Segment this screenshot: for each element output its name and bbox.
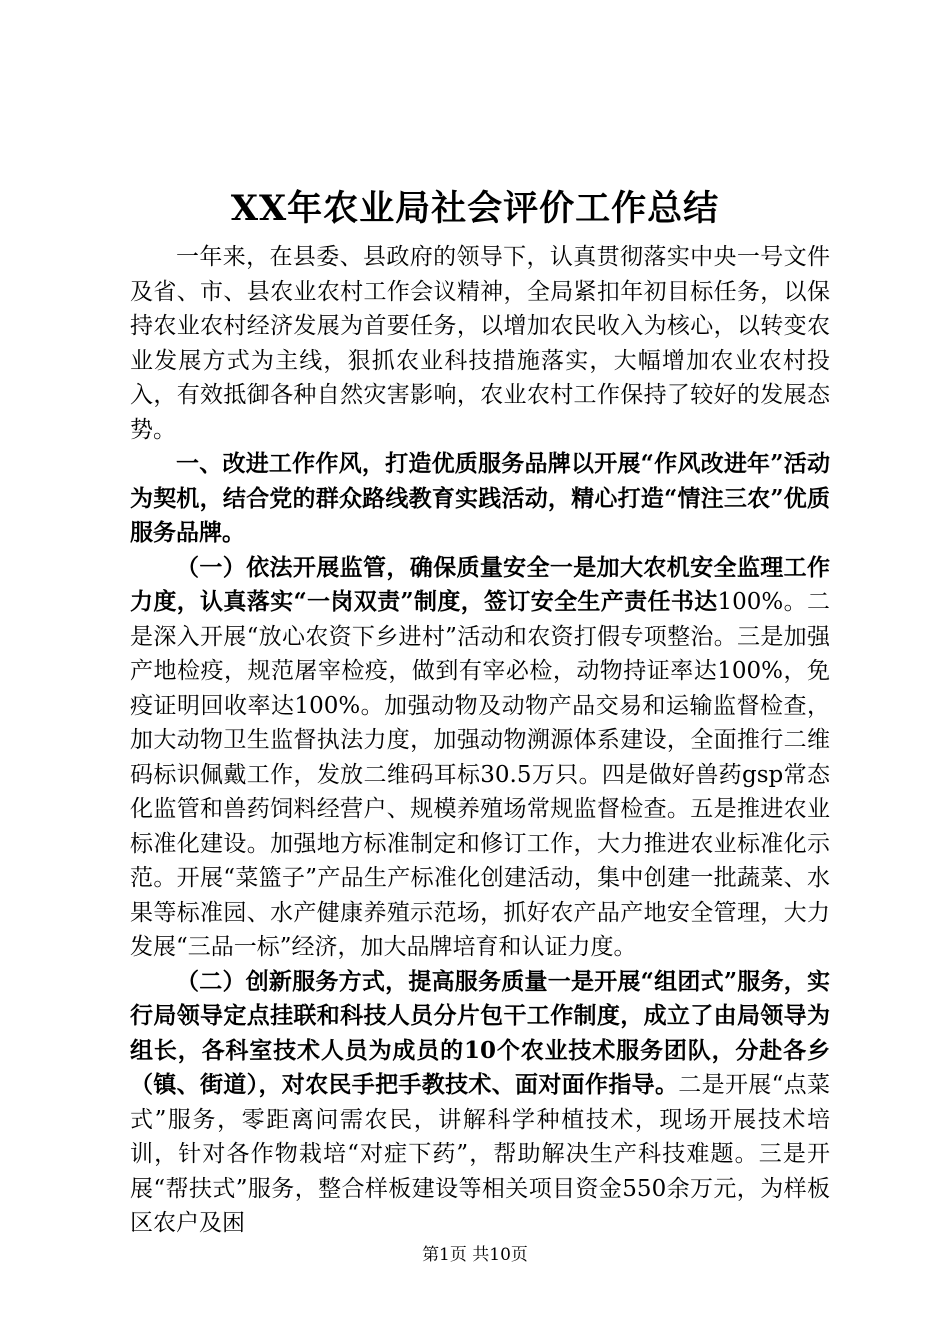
document-title: XX年农业局社会评价工作总结 <box>230 188 720 229</box>
paragraph-lead: （二）创新服务方式，提高服务质量一是开展“组团式”服务，实行局领导定点挂联和科技人员分片包干工作制度，成立了由局领导为组长，各科室技术人员为成员的10个农业技术服务团队，分赴各乡（镇、街道），对农民手把手教技术、面对面作指导。 <box>130 967 830 1098</box>
paragraph-section-1 <box>130 447 830 551</box>
paragraph-text: 二是开展“点菜式”服务，零距离问需农民，讲解科学种植技术，现场开展技术培训，针对各作物栽培“对症下药”，帮助解决生产科技难题。三是开展“帮扶式”服务，整合样板建设等相关项目资金550余万元，为样板区农户及困 <box>130 1072 831 1236</box>
paragraph-text: 一年来，在县委、县政府的领导下，认真贯彻落实中央一号文件及省、市、县农业农村工作会议精神，全局紧扣年初目标任务，以保持农业农村经济发展为首要任务，以增加农民收入为核心，以转变农业发展方式为主线，狠抓农业科技措施落实，大幅增加农业农村投入，有效抵御各种自然灾害影响，农业农村工作保持了较好的发展态势。 <box>130 244 830 443</box>
paragraph-subsection-2 <box>130 965 830 1241</box>
page-number-footer: 第1页 共10页 <box>422 1245 528 1265</box>
document-body <box>130 240 830 1241</box>
paragraph-intro <box>130 240 830 447</box>
paragraph-subsection-1 <box>130 551 830 965</box>
paragraph-lead: （一）依法开展监管，确保质量安全一是加大农机安全监理工作力度，认真落实“一岗双责”制度，签订安全生产责任书达 <box>130 553 830 615</box>
paragraph-text: 100%。二是深入开展“放心农资下乡进村”活动和农资打假专项整治。三是加强产地检疫，规范屠宰检疫，做到有宰必检，动物持证率达100%，免疫证明回收率达100%。加强动物及动物产品交易和运输监督检查，加大动物卫生监督执法力度，加强动物溯源体系建设，全面推行二维码标识佩戴工作，发放二维码耳标30.5万只。四是做好兽药gsp常态化监管和兽药饲料经营户、规模养殖场常规监督检查。五是推进农业标准化建设。加强地方标准制定和修订工作，大力推进农业标准化示范。开展“菜篮子”产品生产标准化创建活动，集中创建一批蔬菜、水果等标准园、水产健康养殖示范场，抓好农产品产地安全管理，大力发展“三品一标”经济，加大品牌培育和认证力度。 <box>130 589 830 960</box>
paragraph-lead: 一、改进工作作风，打造优质服务品牌以开展“作风改进年”活动为契机，结合党的群众路线教育实践活动，精心打造“情注三农”优质服务品牌。 <box>130 450 830 546</box>
